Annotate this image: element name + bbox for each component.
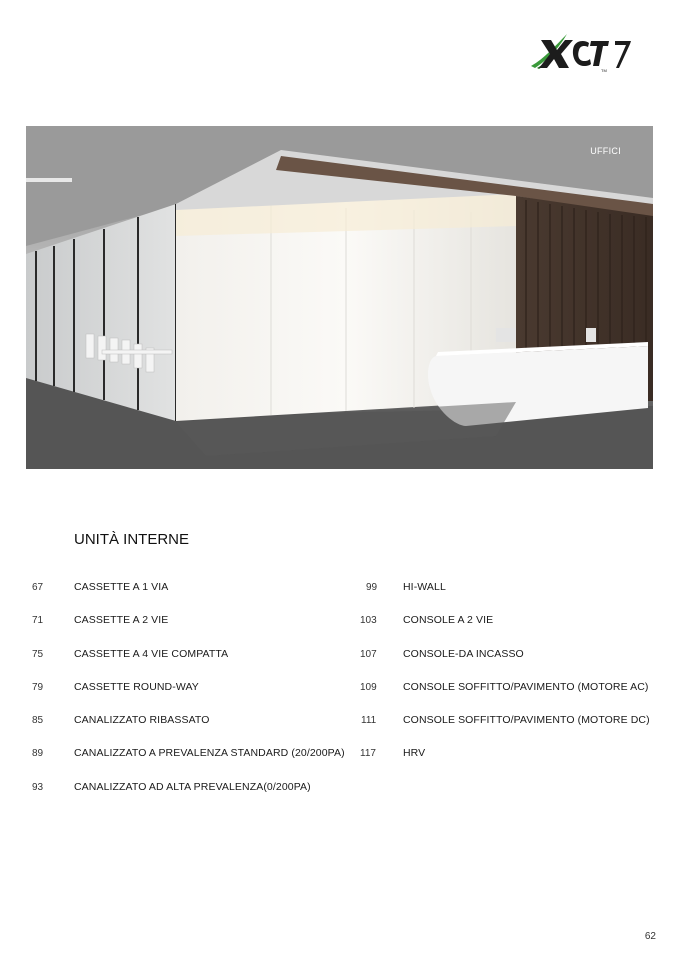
index-page-number: 89 (32, 748, 44, 759)
office-reception-photo (26, 126, 653, 469)
index-title: CANALIZZATO A PREVALENZA STANDARD (20/200PA) (74, 747, 345, 759)
xct7-logo (527, 28, 635, 74)
index-title: CASSETTE A 4 VIE COMPATTA (74, 648, 229, 660)
index-title: CASSETTE ROUND-WAY (74, 681, 199, 693)
index-title: HRV (403, 747, 426, 759)
index-page-number: 85 (32, 715, 44, 726)
xct7-logo-icon (527, 28, 635, 74)
index-page-number: 99 (366, 582, 378, 593)
page-number: 62 (644, 931, 656, 942)
index-page-number: 107 (360, 649, 377, 660)
index-page-number: 71 (32, 615, 44, 626)
index-title: CONSOLE SOFFITTO/PAVIMENTO (MOTORE AC) (403, 681, 649, 693)
index-title: CONSOLE A 2 VIE (403, 614, 494, 626)
index-page-number: 75 (32, 649, 44, 660)
index-title: CONSOLE-DA INCASSO (403, 648, 524, 660)
index-title: CANALIZZATO AD ALTA PREVALENZA(0/200PA) (74, 781, 311, 793)
index-page-number: 79 (32, 682, 44, 693)
index-title: CONSOLE SOFFITTO/PAVIMENTO (MOTORE DC) (403, 714, 650, 726)
index-page-number: 117 (360, 748, 376, 759)
index-page-number: 109 (360, 682, 377, 693)
index-page-number: 111 (361, 715, 377, 726)
index-title: CASSETTE A 2 VIE (74, 614, 169, 626)
index-title: CASSETTE A 1 VIA (74, 581, 169, 593)
office-photo (26, 126, 653, 469)
index-title: HI-WALL (403, 581, 446, 593)
index-title: CANALIZZATO RIBASSATO (74, 714, 210, 726)
section-title: UNITÀ INTERNE (74, 531, 190, 548)
photo-label: UFFICI (590, 146, 621, 156)
index-page-number: 103 (360, 615, 377, 626)
svg-text:TM: TM (601, 68, 607, 73)
index-page-number: 67 (32, 582, 44, 593)
index-page-number: 93 (32, 782, 44, 793)
